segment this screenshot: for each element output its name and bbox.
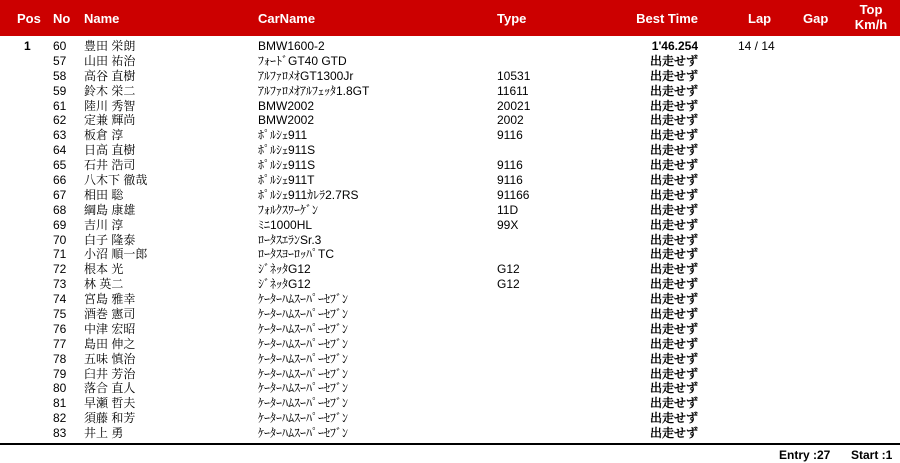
table-row [0,128,900,143]
row-car-name: ﾌｫﾙｸｽﾜｰｹﾞﾝ [258,202,319,217]
row-car-number: 69 [53,217,67,232]
row-car-name: ｹｰﾀｰﾊﾑｽｰﾊﾟｰｾﾌﾞﾝ [258,351,349,366]
row-driver-name: 山田 祐治 [84,53,136,68]
row-best-time: 出走せず [649,307,698,322]
row-car-number: 64 [53,143,67,158]
row-best-time: 出走せず [649,351,698,366]
row-car-number: 60 [53,39,67,53]
row-driver-name: 五味 慎治 [84,351,136,366]
entry-count: Entry :27 [779,448,831,462]
row-driver-name: 落合 直人 [84,381,136,396]
row-driver-name: 定兼 輝尚 [84,113,136,128]
row-best-time: 出走せず [649,396,698,411]
row-best-time: 1'46.254 [651,39,698,53]
row-car-type: 11D [497,202,519,217]
row-driver-name: 白子 隆泰 [84,232,136,247]
row-best-time: 出走せず [649,98,698,113]
row-car-number: 80 [53,381,67,396]
row-car-number: 82 [53,411,67,426]
row-car-number: 65 [53,158,67,173]
row-laps: 14 / 14 [738,39,775,53]
table-row [0,307,900,322]
header-lap: Lap [748,11,772,26]
row-car-number: 73 [53,277,67,292]
row-best-time: 出走せず [649,321,698,336]
row-best-time: 出走せず [649,262,698,277]
row-car-name: ﾎﾟﾙｼｪ911 [258,128,308,143]
row-driver-name: 小沼 順一郎 [84,247,148,262]
row-car-type: 2002 [497,113,524,128]
row-driver-name: 島田 伸之 [84,336,136,351]
results-table-body [0,39,900,441]
row-car-name: ﾎﾟﾙｼｪ911S [258,143,316,158]
table-row [0,426,900,441]
row-driver-name: 臼井 芳治 [84,366,136,381]
table-header [0,0,900,36]
row-car-name: ﾐﾆ1000HL [258,217,313,232]
header-carname: CarName [258,11,316,26]
table-row [0,99,900,114]
start-count: Start :1 [851,448,893,462]
table-row [0,337,900,352]
row-car-type: G12 [497,277,520,292]
row-best-time: 出走せず [649,411,698,426]
row-best-time: 出走せず [649,381,698,396]
row-driver-name: 中津 宏昭 [84,321,136,336]
row-car-number: 63 [53,128,67,143]
row-best-time: 出走せず [649,202,698,217]
table-row [0,218,900,233]
table-row [0,381,900,396]
row-driver-name: 酒巻 憲司 [84,307,136,322]
row-car-name: ｼﾞﾈｯﾀG12 [258,277,311,292]
row-driver-name: 日高 直樹 [84,143,136,158]
header-name: Name [84,11,120,26]
row-driver-name: 須藤 和芳 [84,411,136,426]
row-car-name: ｹｰﾀｰﾊﾑｽｰﾊﾟｰｾﾌﾞﾝ [258,307,349,322]
header-top-line2: Km/h [854,17,888,32]
header-no: No [53,11,71,26]
row-car-name: BMW2002 [258,113,315,128]
row-car-name: BMW1600-2 [258,39,325,53]
table-row [0,233,900,248]
table-row [0,143,900,158]
row-car-name: ｹｰﾀｰﾊﾑｽｰﾊﾟｰｾﾌﾞﾝ [258,336,349,351]
header-best-time: Best Time [636,11,698,26]
table-row [0,113,900,128]
row-car-type: 91166 [497,187,530,202]
row-car-number: 70 [53,232,67,247]
row-car-number: 71 [53,247,67,262]
row-driver-name: 宮島 雅幸 [84,292,136,307]
table-row [0,39,900,54]
table-row [0,322,900,337]
table-row [0,69,900,84]
row-driver-name: 石井 浩司 [84,158,136,173]
row-car-number: 74 [53,292,67,307]
row-driver-name: 井上 勇 [84,426,124,441]
row-car-number: 83 [53,426,67,441]
row-car-number: 57 [53,53,67,68]
header-type: Type [497,11,527,26]
row-car-number: 61 [53,98,67,113]
row-driver-name: 早瀬 哲夫 [84,396,136,411]
row-car-number: 76 [53,321,67,336]
row-driver-name: 綱島 康雄 [84,202,136,217]
row-car-name: ｹｰﾀｰﾊﾑｽｰﾊﾟｰｾﾌﾞﾝ [258,292,349,307]
row-car-number: 66 [53,173,67,188]
row-best-time: 出走せず [649,187,698,202]
row-car-name: ﾛｰﾀｽﾖｰﾛｯﾊﾟTC [258,247,334,262]
row-car-name: ｹｰﾀｰﾊﾑｽｰﾊﾟｰｾﾌﾞﾝ [258,426,349,441]
footer-divider [0,443,900,445]
row-car-name: ﾎﾟﾙｼｪ911S [258,158,316,173]
table-row [0,396,900,411]
row-best-time: 出走せず [649,143,698,158]
row-best-time: 出走せず [649,158,698,173]
table-row [0,158,900,173]
table-row [0,84,900,99]
table-row [0,411,900,426]
row-car-type: 20021 [497,98,531,113]
row-driver-name: 陸川 秀智 [84,98,136,113]
row-driver-name: 八木下 徹哉 [84,173,148,188]
header-top-line1: Top [859,2,883,17]
row-driver-name: 高谷 直樹 [84,68,136,83]
row-car-type: 10531 [497,68,531,83]
row-car-type: 9116 [497,173,523,188]
row-best-time: 出走せず [649,128,698,143]
row-driver-name: 板倉 淳 [84,128,124,143]
row-car-number: 67 [53,187,67,202]
row-pos: 1 [24,39,31,53]
table-row [0,188,900,203]
row-best-time: 出走せず [649,277,698,292]
row-best-time: 出走せず [649,232,698,247]
table-row [0,173,900,188]
table-row [0,203,900,218]
row-car-type: 99X [497,217,519,232]
row-best-time: 出走せず [649,247,698,262]
row-car-name: ｹｰﾀｰﾊﾑｽｰﾊﾟｰｾﾌﾞﾝ [258,366,349,381]
row-driver-name: 相田 聡 [84,187,124,202]
row-best-time: 出走せず [649,336,698,351]
row-car-type: G12 [497,262,520,277]
row-best-time: 出走せず [649,113,698,128]
row-car-name: ﾎﾟﾙｼｪ911ｶﾚﾗ2.7RS [258,187,359,202]
row-car-number: 77 [53,336,67,351]
row-car-number: 75 [53,307,67,322]
row-car-name: BMW2002 [258,98,315,113]
row-car-number: 72 [53,262,67,277]
row-best-time: 出走せず [649,53,698,68]
row-car-number: 79 [53,366,67,381]
row-car-name: ﾌｫｰﾄﾞGT40 GTD [258,53,347,68]
row-car-name: ｱﾙﾌｧﾛﾒｵGT1300Jr [258,68,354,83]
row-car-number: 68 [53,202,67,217]
row-car-name: ﾎﾟﾙｼｪ911T [258,173,315,188]
table-row [0,367,900,382]
header-pos: Pos [17,11,41,26]
row-driver-name: 吉川 淳 [84,217,124,232]
row-car-type: 9116 [497,158,523,173]
row-car-number: 59 [53,83,67,98]
row-best-time: 出走せず [649,426,698,441]
table-row [0,247,900,262]
row-driver-name: 根本 光 [84,262,124,277]
row-best-time: 出走せず [649,292,698,307]
row-car-type: 9116 [497,128,523,143]
row-car-name: ﾛｰﾀｽｴﾗﾝSr.3 [258,232,322,247]
header-top-speed [846,2,896,32]
row-best-time: 出走せず [649,217,698,232]
table-row [0,54,900,69]
row-best-time: 出走せず [649,173,698,188]
row-car-number: 78 [53,351,67,366]
row-car-name: ｹｰﾀｰﾊﾑｽｰﾊﾟｰｾﾌﾞﾝ [258,396,349,411]
row-best-time: 出走せず [649,68,698,83]
table-row [0,352,900,367]
table-row [0,277,900,292]
row-car-name: ｱﾙﾌｧﾛﾒｵｱﾙﾌｪｯﾀ1.8GT [258,83,370,98]
row-car-number: 81 [53,396,67,411]
row-driver-name: 鈴木 栄二 [84,83,136,98]
row-best-time: 出走せず [649,366,698,381]
row-car-name: ｹｰﾀｰﾊﾑｽｰﾊﾟｰｾﾌﾞﾝ [258,381,349,396]
table-row [0,262,900,277]
row-car-number: 62 [53,113,67,128]
row-car-name: ｹｰﾀｰﾊﾑｽｰﾊﾟｰｾﾌﾞﾝ [258,411,349,426]
row-best-time: 出走せず [649,83,698,98]
header-gap: Gap [803,11,829,26]
row-car-number: 58 [53,68,67,83]
row-driver-name: 豊田 栄朗 [84,39,136,53]
row-car-type: 11611 [497,83,529,98]
table-row [0,292,900,307]
row-car-name: ｼﾞﾈｯﾀG12 [258,262,311,277]
row-driver-name: 林 英二 [84,277,124,292]
row-car-name: ｹｰﾀｰﾊﾑｽｰﾊﾟｰｾﾌﾞﾝ [258,321,349,336]
